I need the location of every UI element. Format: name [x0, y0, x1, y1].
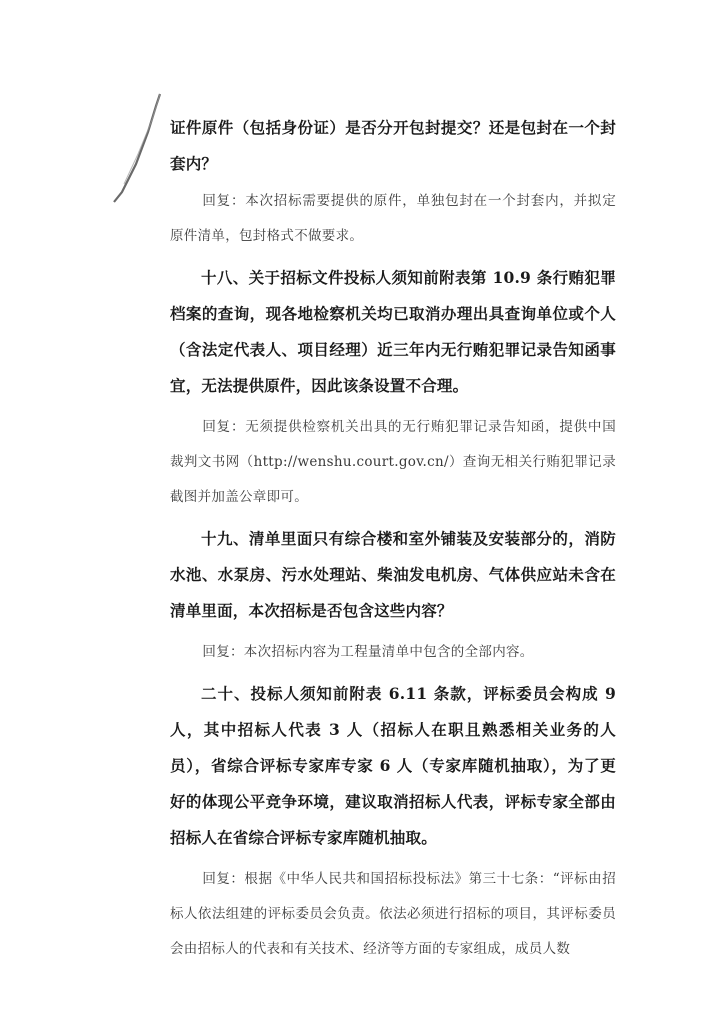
reply-paragraph: 回复：根据《中华人民共和国招标投标法》第三十七条：“评标由招标人依法组建的评标委员会负责。依法必须进行招标的项目，其评标委员会由招标人的代表和有关技术、经济等方面的专家组成，成员人数: [170, 871, 616, 957]
scan-edge-mark: [108, 92, 168, 204]
question-paragraph: 十八、关于招标文件投标人须知前附表第 10.9 条行贿犯罪档案的查询，现各地检察机关均已取消办理出具查询单位或个人（含法定代表人、项目经理）近三年内无行贿犯罪记录告知函事宜，无法提供原件，因此该条设置不合理。: [170, 268, 616, 395]
reply-paragraph: 回复：本次招标内容为工程量清单中包含的全部内容。: [202, 644, 534, 660]
document-body: [170, 110, 616, 973]
question-paragraph: 二十、投标人须知前附表 6.11 条款，评标委员会构成 9 人，其中招标人代表 3 人（招标人在职且熟悉相关业务的人员），省综合评标专家库专家 6 人（专家库随机抽取），为了更好的体现公平竞争环境，建议取消招标人代表，评标专家全部由招标人在省综合评标专家库随机抽取。: [170, 684, 616, 847]
question-paragraph: 十九、清单里面只有综合楼和室外铺装及安装部分的，消防水池、水泵房、污水处理站、柴油发电机房、气体供应站未含在清单里面，本次招标是否包含这些内容？: [170, 529, 616, 620]
question-continuation: 证件原件（包括身份证）是否分开包封提交？还是包封在一个封套内？: [170, 118, 616, 173]
reply-paragraph: 回复：本次招标需要提供的原件，单独包封在一个封套内，并拟定原件清单，包封格式不做要求。: [170, 193, 616, 244]
reply-paragraph: 回复：无须提供检察机关出具的无行贿犯罪记录告知函，提供中国裁判文书网（http://wenshu.court.gov.cn/）查询无相关行贿犯罪记录截图并加盖公章即可。: [170, 419, 616, 505]
